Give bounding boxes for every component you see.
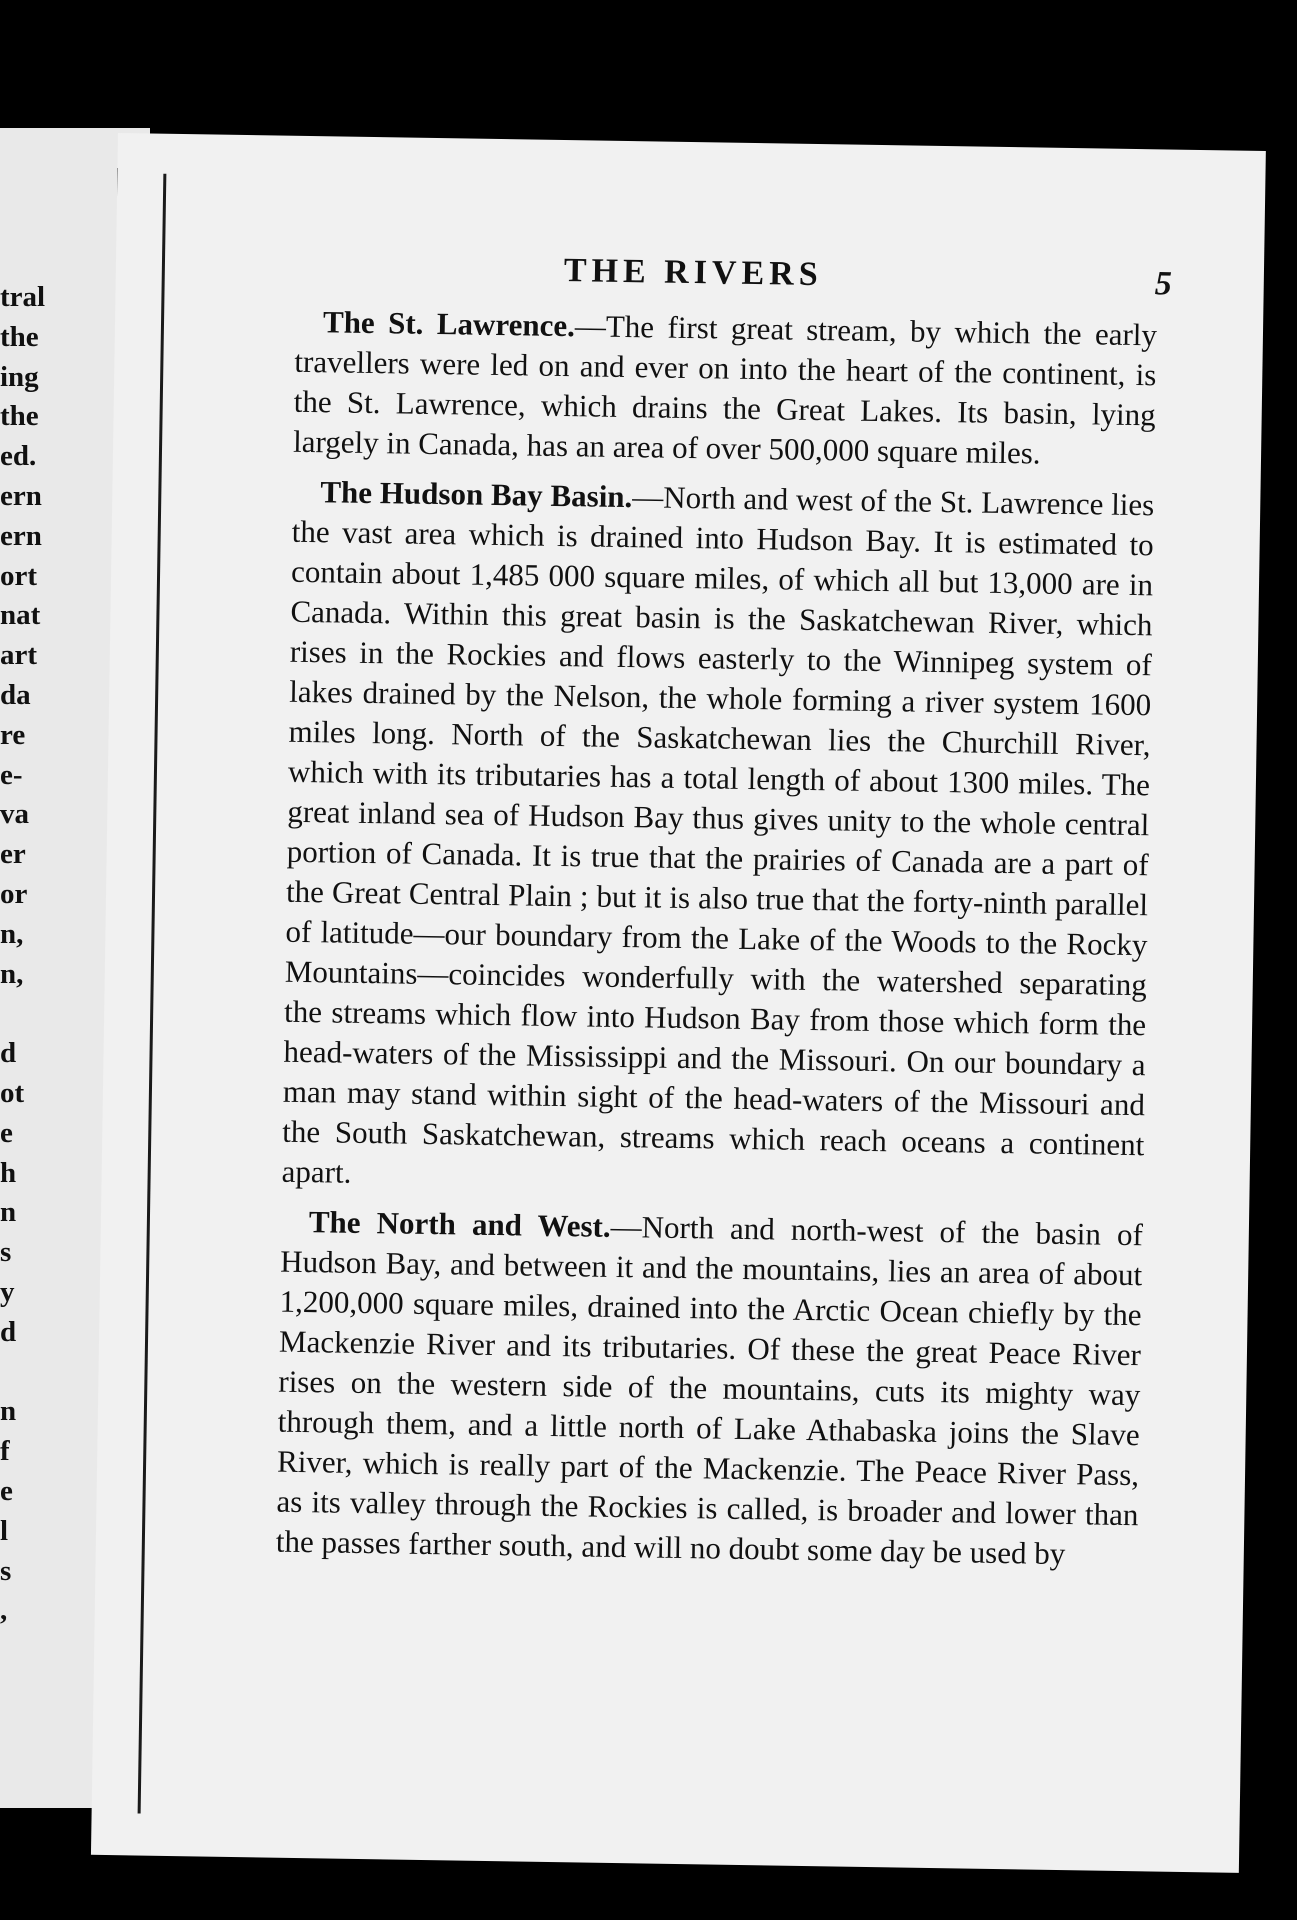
left-page-fragment: the [0,400,39,433]
body-text [275,302,1157,1585]
left-page-fragment: s [0,1236,12,1269]
running-head-title: THE RIVERS [563,252,823,294]
left-page-fragment: ern [0,519,42,552]
left-page-text-fragments [0,278,60,1631]
left-page-fragment: the [0,320,39,353]
page-margin-rule [138,174,167,1814]
left-page-fragment: er [0,838,26,871]
left-page-fragment: nat [0,599,41,632]
paragraph-body: —North and west of the St. Lawrence lies the vast area which is drained into Hudson Bay. It is estimated to contain about 1,485 000 square miles, of which all but 13,000 are in Canada. Within this great basin is the Saskatchewan River, which rises in the Rockies and flows easterly to the Winnipeg system of lakes drained by the Nelson, the whole forming a river system 1600 miles long. North of the Saskatchewan lies the Churchill River, which with its tributaries has a total length of about 1300 miles. The great inland sea of Hudson Bay thus gives unity to the whole central portion of Canada. It is true that the prairies of Canada are a part of the Great Central Plain ; but it is also true that the forty-ninth parallel of latitude—our boundary from the Lake of the Woods to the Rocky Mountains—coincides wonderfully with the watershed separating the streams which flow into Hudson Bay from those which form the head-waters of the Mississippi and the Missouri. On our boundary a man may stand within sight of the head-waters of the Missouri and the South Saskatchewan, streams which reach oceans a continent apart. [281,479,1155,1190]
paragraph-hudson-bay-basin [281,472,1154,1205]
left-page-fragment: ed. [0,440,37,473]
paragraph-heading: The North and West. [308,1204,611,1244]
left-page-fragment [0,1353,60,1393]
left-page-fragment: s [0,1554,12,1587]
left-page-fragment: d [0,1037,17,1070]
left-page-fragment: e- [0,758,23,791]
paragraph-north-and-west [276,1202,1144,1575]
left-page-fragment: f [0,1435,10,1468]
left-page-fragment: y [0,1275,15,1308]
running-head [116,245,1265,307]
paragraph-body: —The first great stream, by which the early travellers were led on and ever on into the heart of the continent, is the St. Lawrence, which drains the Great Lakes. Its basin, lying largely in Canada, has an area of over 500,000 square miles. [292,308,1158,471]
left-page-fragment: d [0,1315,17,1348]
left-page-fragment: ing [0,360,39,393]
left-page-fragment: ort [0,559,38,592]
left-page-fragment: l [0,1514,9,1547]
left-page-fragment: va [0,798,29,831]
paragraph-heading: The St. Lawrence. [322,304,576,344]
left-page-fragment: n, [0,917,24,950]
left-page-fragment: n, [0,957,24,990]
left-page-fragment: n [0,1196,17,1229]
left-page-fragment: da [0,678,31,711]
left-page-fragment: ot [0,1076,25,1109]
paragraph-body: —North and north-west of the basin of Hudson Bay, and between it and the mountains, lies an area of about 1,200,000 square miles, drained into the Arctic Ocean chiefly by the Mackenzie River and its tributaries. Of these the great Peace River rises on the western side of the mountains, cuts its mighty way through them, and a little north of Lake Athabaska joins the Slave River, which is really part of the Mackenzie. The Peace River Pass, as its valley through the Rockies is called, is broader and lower than the passes farther south, and will no doubt some day be used by [275,1208,1144,1572]
left-page-fragment [0,994,60,1034]
left-page-fragment: n [0,1395,17,1428]
left-page-fragment: or [0,877,28,910]
left-page-fragment: e [0,1474,13,1507]
page-number: 5 [1154,265,1173,303]
left-page-fragment: e [0,1116,13,1149]
paragraph-heading: The Hudson Bay Basin. [320,474,633,515]
left-page-fragment: art [0,639,38,672]
left-page-fragment: h [0,1156,17,1189]
left-page-fragment: tral [0,281,46,313]
left-page-fragment: , [0,1594,8,1627]
paragraph-st-lawrence [293,302,1157,476]
book-page [91,133,1266,1873]
left-page-fragment: ern [0,479,42,512]
left-page-fragment: re [0,718,26,751]
